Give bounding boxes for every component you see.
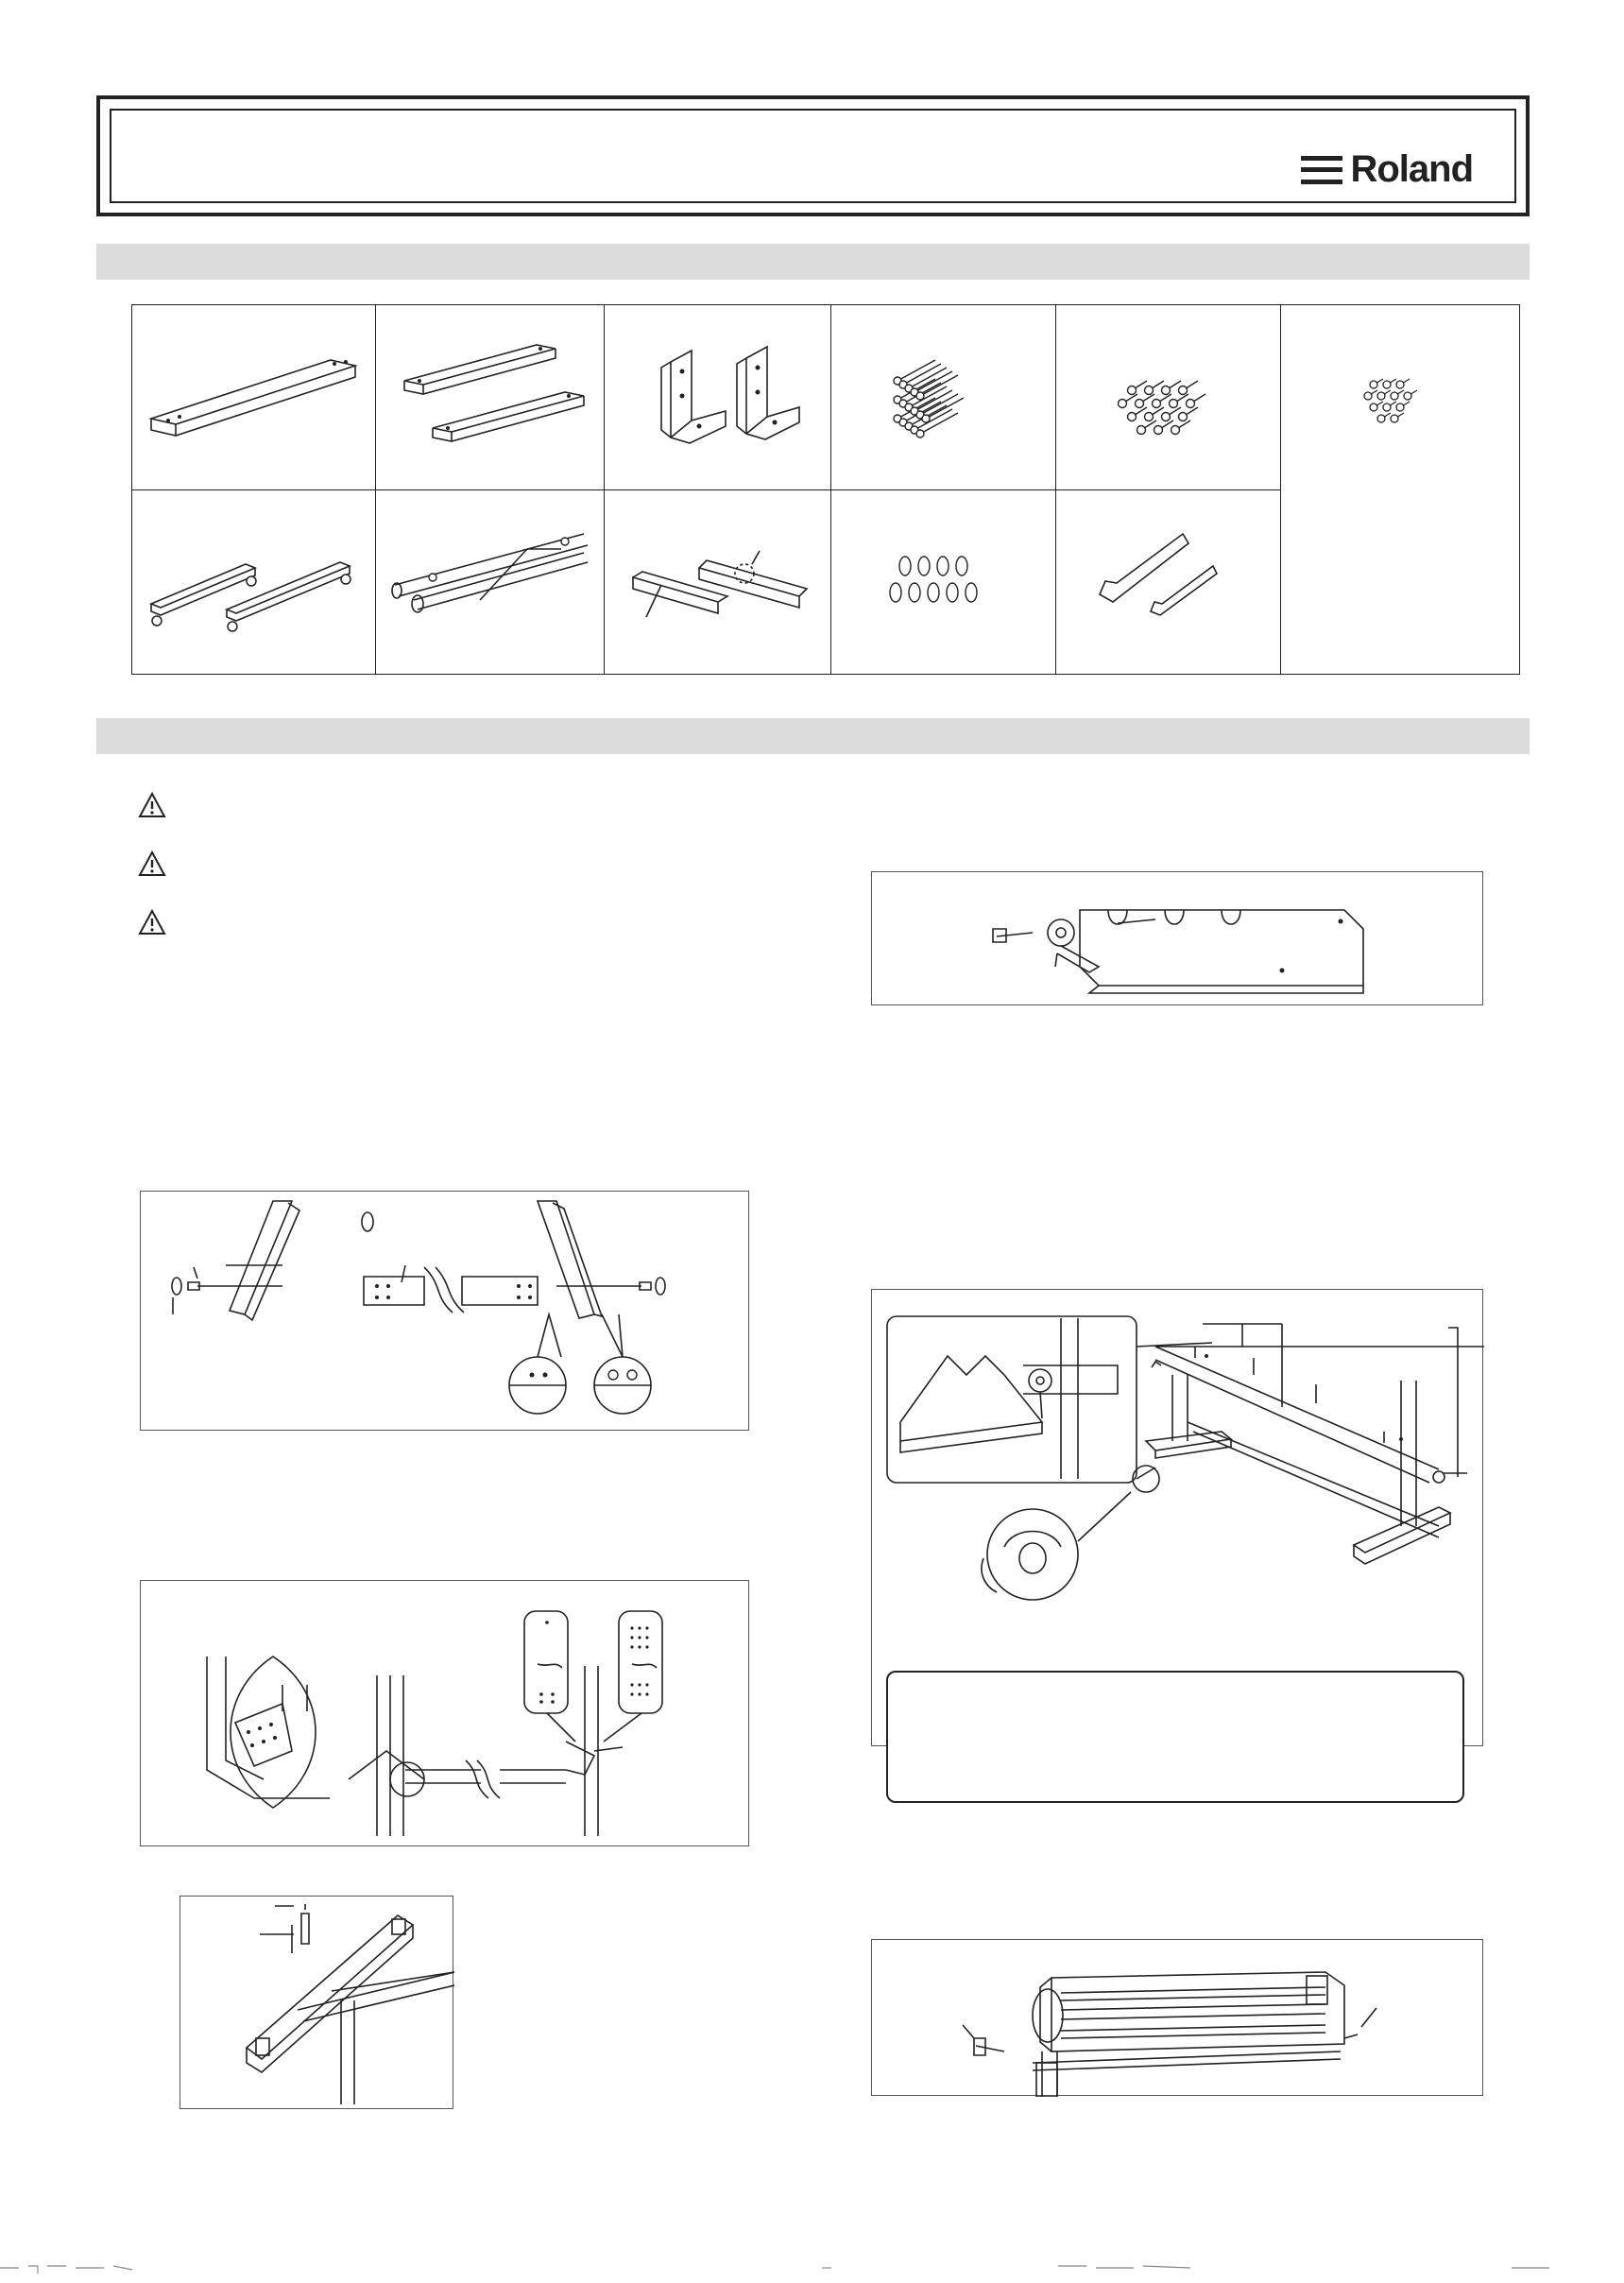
part-cell	[132, 490, 376, 674]
side-bars-icon	[376, 305, 605, 490]
long-bolts-icon	[831, 305, 1056, 490]
shafts-icon	[376, 490, 605, 674]
part-cell	[376, 305, 605, 490]
warning-icon	[138, 792, 166, 818]
part-cell	[376, 490, 605, 674]
warning-icon	[138, 909, 166, 936]
hex-wrenches-icon	[1056, 490, 1281, 674]
washers-icon	[831, 490, 1056, 674]
part-cell	[1056, 305, 1281, 490]
part-cell	[1281, 305, 1519, 674]
part-cell	[831, 490, 1056, 674]
media-holder-diagram	[872, 872, 1484, 1006]
step-frame	[179, 1896, 453, 2109]
part-cell	[132, 305, 376, 490]
part-cell	[605, 305, 831, 490]
title-box-inner	[110, 109, 1516, 203]
note-box	[886, 1671, 1464, 1803]
leg-bases-icon	[132, 490, 376, 674]
unit-mounting-diagram	[872, 1940, 1484, 2097]
roland-logo-text: Roland	[1350, 148, 1473, 190]
roland-logo-mark	[1301, 156, 1342, 184]
section-band-parts	[96, 244, 1530, 280]
section-band-assembly	[96, 718, 1530, 754]
bracket-diagram	[141, 1581, 750, 1847]
brackets-icon	[605, 305, 831, 490]
title-box	[96, 95, 1530, 216]
bolts-icon	[1056, 305, 1281, 490]
leg-base-diagram	[180, 1897, 454, 2110]
roland-logo	[1301, 148, 1473, 191]
parts-table	[131, 304, 1520, 675]
step-frame	[871, 871, 1483, 1005]
media-holders-icon	[605, 490, 831, 674]
part-cell	[605, 490, 831, 674]
crossbar-icon	[132, 305, 376, 490]
short-bolts-icon	[1281, 305, 1519, 438]
leg-assembly-diagram	[141, 1192, 750, 1432]
warning-icon	[138, 850, 166, 877]
part-cell	[1056, 490, 1281, 674]
step-frame	[140, 1191, 749, 1431]
page-footer-marks	[0, 2260, 1624, 2283]
part-cell	[831, 305, 1056, 490]
step-frame	[140, 1580, 749, 1846]
step-frame	[871, 1939, 1483, 2096]
